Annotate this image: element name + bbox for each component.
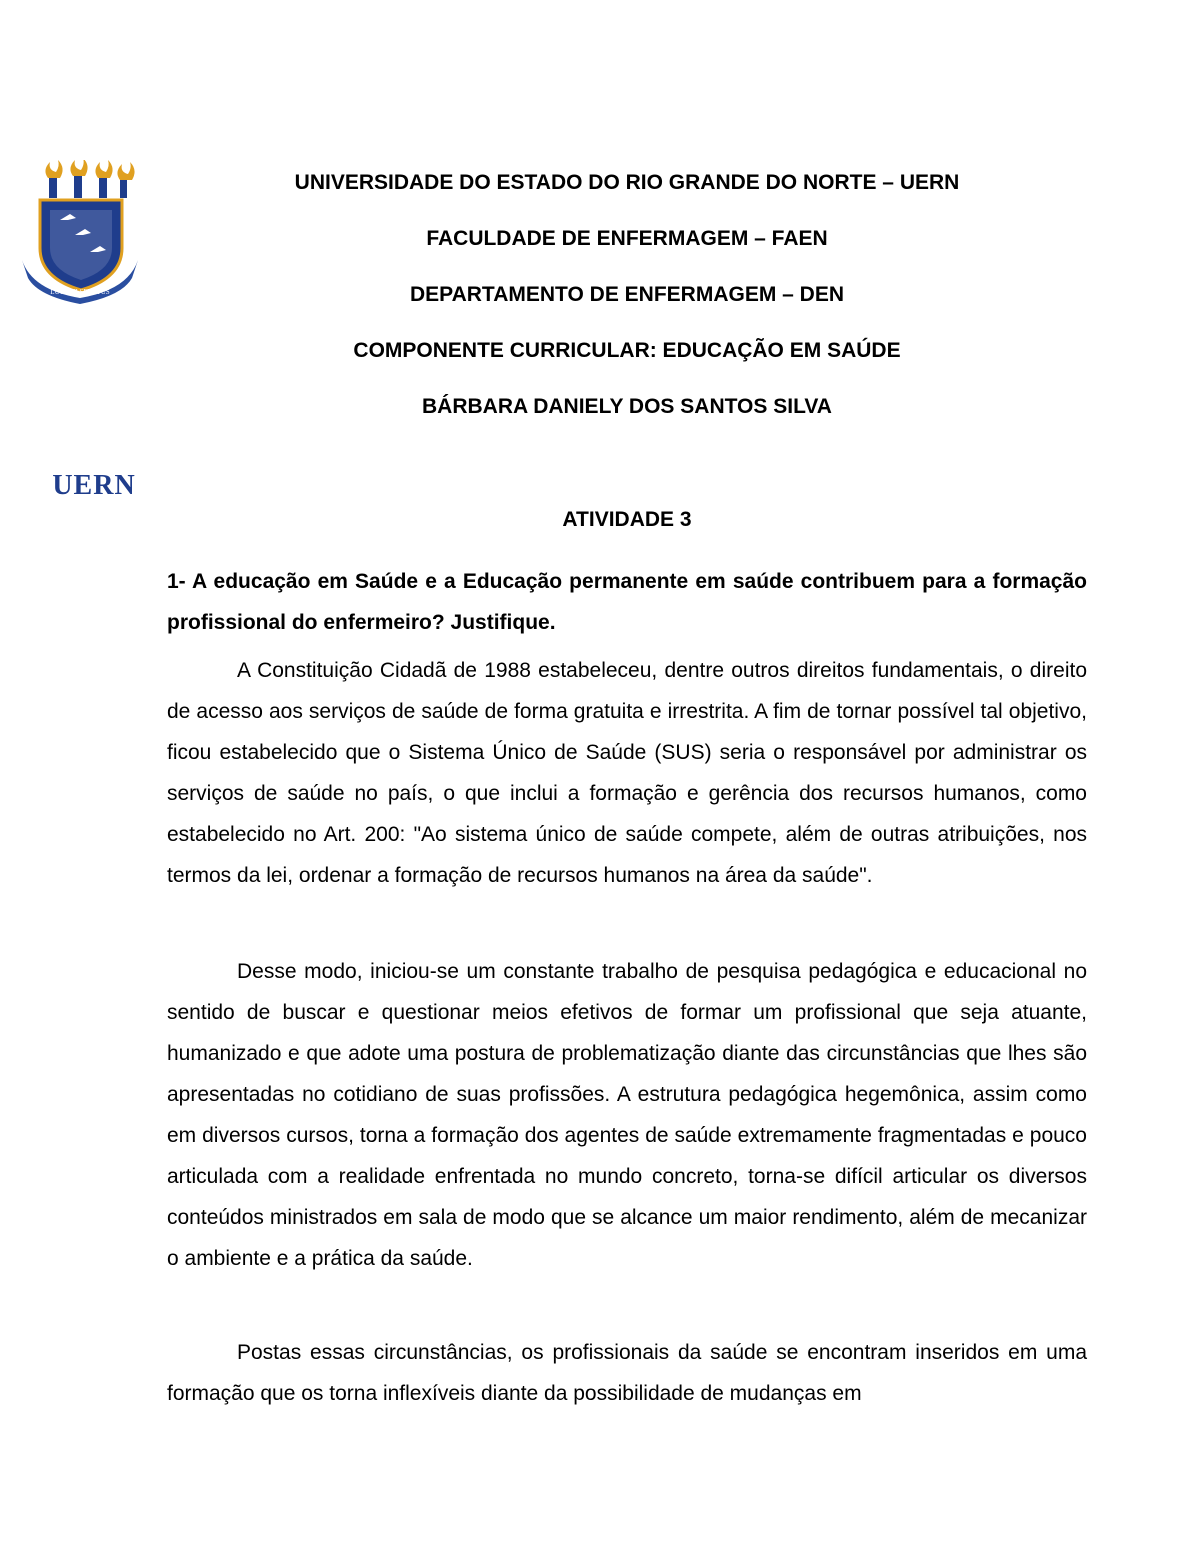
department-name: DEPARTAMENTO DE ENFERMAGEM – DEN: [409, 283, 845, 306]
logo-motto: LUCE VI SPIRITUS: [50, 288, 110, 296]
student-name: BÁRBARA DANIELY DOS SANTOS SILVA: [422, 395, 832, 418]
torch-icon: [45, 160, 134, 198]
uern-crest-icon: [20, 160, 140, 310]
course-component: COMPONENTE CURRICULAR: EDUCAÇÃO EM SAÚDE: [353, 339, 901, 362]
faculty-name: FACULDADE DE ENFERMAGEM – FAEN: [426, 227, 828, 250]
paragraph-2: Desse modo, iniciou-se um constante trabalho de pesquisa pedagógica e educacional no sentido de buscar e questionar meios efetivos de formar um profissional que seja atuante, humanizado e que adote uma postura de problematização diante das circunstâncias que lhes são apresentadas no cotidiano de suas profissões. A estrutura pedagógica hegemônica, assim como em diversos cursos, torna a formação dos agentes de saúde extremamente fragmentadas e pouco articulada com a realidade enfrentada no mundo concreto, torna-se difícil articular os diversos conteúdos ministrados em sala de modo que se alcance um maior rendimento, além de mecanizar o ambiente e a prática da saúde.: [167, 960, 1087, 1270]
logo-name: UERN: [52, 470, 136, 501]
university-name: UNIVERSIDADE DO ESTADO DO RIO GRANDE DO NORTE – UERN: [294, 171, 960, 194]
paragraph-3: Postas essas circunstâncias, os profissionais da saúde se encontram inseridos em uma formação que os torna inflexíveis diante da possibilidade de mudanças em: [167, 1341, 1087, 1405]
question-text: 1- A educação em Saúde e a Educação permanente em saúde contribuem para a formação profissional do enfermeiro? Justifique.: [167, 570, 1087, 634]
uern-logo: [20, 160, 140, 501]
paragraph-1: A Constituição Cidadã de 1988 estabeleceu, dentre outros direitos fundamentais, o direito de acesso aos serviços de saúde de forma gratuita e irrestrita. A fim de tornar possível tal objetivo, ficou estabelecido que o Sistema Único de Saúde (SUS) seria o responsável por administrar os serviços de saúde no país, o que inclui a formação e gerência dos recursos humanos, como estabelecido no Art. 200: "Ao sistema único de saúde compete, além de outras atribuições, nos termos da lei, ordenar a formação de recursos humanos na área da saúde".: [167, 659, 1087, 887]
activity-title: ATIVIDADE 3: [562, 508, 692, 531]
